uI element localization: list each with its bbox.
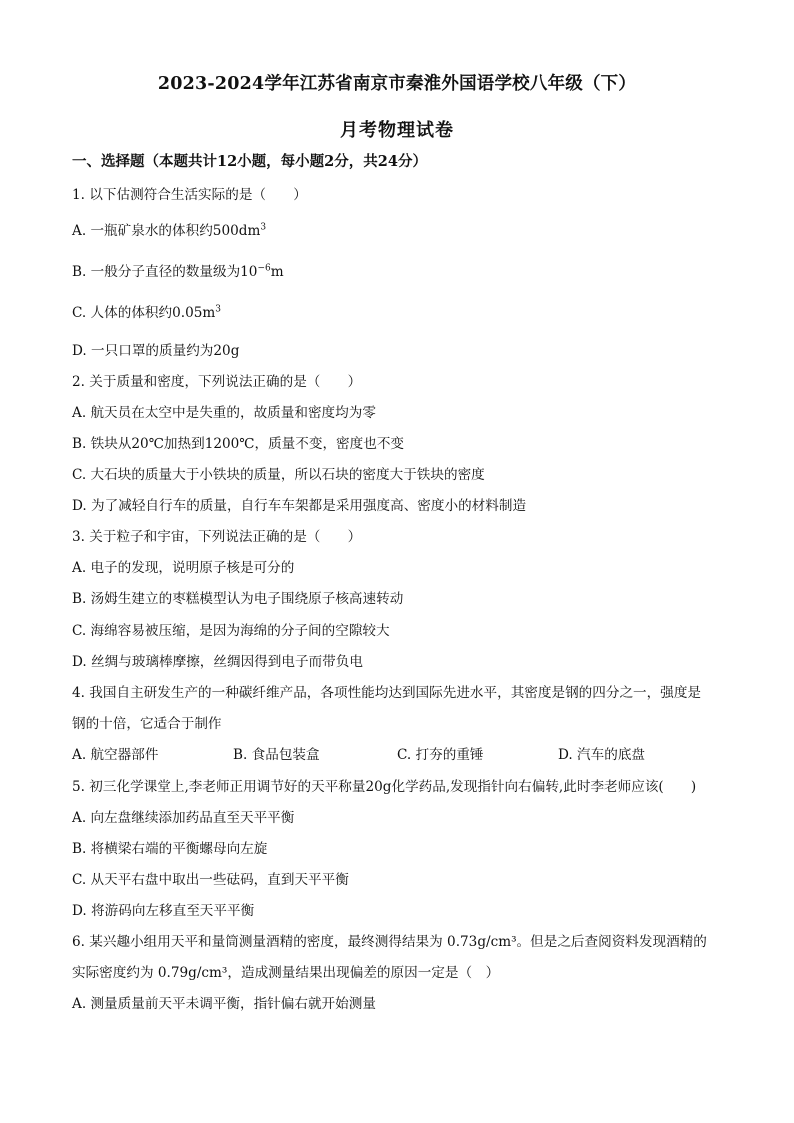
question-2-option-a: A. 航天员在太空中是失重的，故质量和密度均为零 [72,405,376,421]
question-1-stem: 1. 以下估测符合生活实际的是（ ） [72,187,307,203]
question-3-stem: 3. 关于粒子和宇宙，下列说法正确的是（ ） [72,529,362,545]
question-5-option-d: D. 将游码向左移直至天平平衡 [72,903,255,919]
question-1-option-d: D. 一只口罩的质量约为20g [72,343,240,359]
question-3-option-d: D. 丝绸与玻璃棒摩擦，丝绸因得到电子而带负电 [72,654,363,670]
question-2-stem: 2. 关于质量和密度，下列说法正确的是（ ） [72,374,362,390]
question-3-option-c: C. 海绵容易被压缩，是因为海绵的分子间的空隙较大 [72,623,390,639]
exam-title: 2023-2024学年江苏省南京市秦淮外国语学校八年级（下） [157,74,637,94]
question-2-option-d: D. 为了减轻自行车的质量，自行车车架都是采用强度高、密度小的材料制造 [72,498,527,514]
question-5-stem: 5. 初三化学课堂上,李老师正用调节好的天平称量20g化学药品,发现指针向右偏转,此时李老师应该( ) [72,779,697,795]
section-heading: 一、选择题（本题共计12小题，每小题2分，共24分） [72,153,427,170]
question-5-option-b: B. 将横梁右端的平衡螺母向左旋 [72,841,268,857]
question-1-option-c: C. 人体的体积约$0.05m^3$ [72,304,222,321]
question-4-option-c: C. 打夯的重锤 [397,747,484,763]
question-6-stem-line2: 实际密度约为 0.79g/cm³，造成测量结果出现偏差的原因一定是（ ） [72,965,500,981]
question-5-option-a: A. 向左盘继续添加药品直至天平平衡 [72,810,295,826]
question-6-stem-line1: 6. 某兴趣小组用天平和量筒测量酒精的密度，最终测得结果为 0.73g/cm³。但是之后查阅资料发现酒精的 [72,934,707,950]
question-4-option-d: D. 汽车的底盘 [558,747,646,763]
question-4-option-b: B. 食品包装盒 [233,747,320,763]
question-3-option-b: B. 汤姆生建立的枣糕模型认为电子围绕原子核高速转动 [72,591,404,607]
question-3-option-a: A. 电子的发现，说明原子核是可分的 [72,560,295,576]
question-1-option-b: B. 一般分子直径的数量级为$10^{-6}m$ [72,263,284,280]
exam-subtitle: 月考物理试卷 [340,120,454,141]
question-5-option-c: C. 从天平右盘中取出一些砝码，直到天平平衡 [72,872,349,888]
question-6-option-a: A. 测量质量前天平未调平衡，指针偏右就开始测量 [72,996,376,1012]
question-4-stem-line2: 钢的十倍，它适合于制作 [72,716,222,732]
question-4-option-a: A. 航空器部件 [72,747,159,763]
question-4-stem-line1: 4. 我国自主研发生产的一种碳纤维产品，各项性能均达到国际先进水平，其密度是钢的四分之一，强度是 [72,685,702,701]
question-1-option-a: A. 一瓶矿泉水的体积约$500dm^3$ [72,222,267,239]
question-2-option-b: B. 铁块从20℃加热到1200℃，质量不变，密度也不变 [72,436,405,452]
question-2-option-c: C. 大石块的质量大于小铁块的质量，所以石块的密度大于铁块的密度 [72,467,485,483]
